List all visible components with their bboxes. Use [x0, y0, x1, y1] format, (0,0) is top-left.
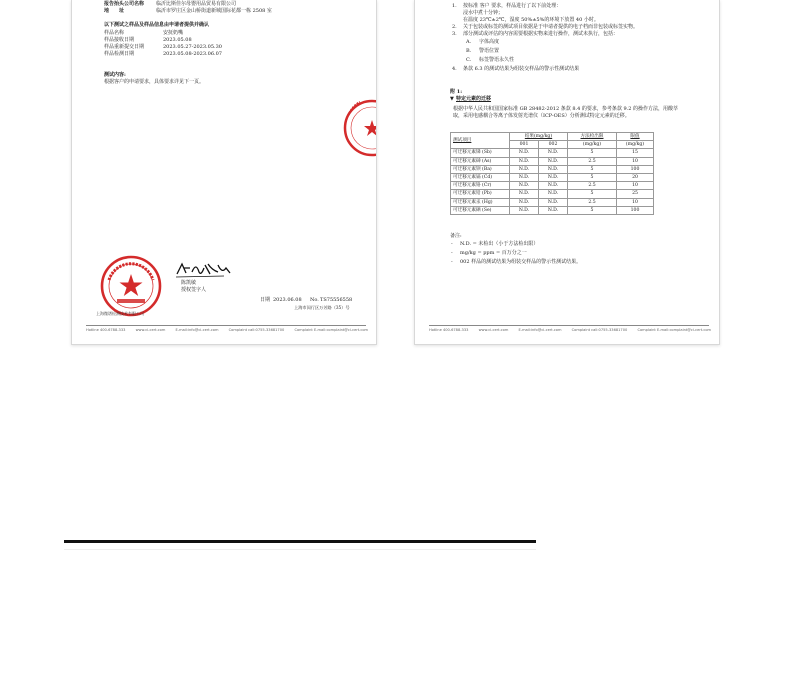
- cell-mdl: 2.5: [568, 157, 617, 165]
- note-item: N.D. = 未检出（小于方法检出限）: [460, 241, 539, 247]
- footer-complaint-call: Complaint call:0755-33681700: [228, 328, 285, 332]
- partial-seal-stamp: [342, 98, 376, 158]
- report-date-value: 2023.06.08: [273, 297, 302, 303]
- cell-mdl: 5: [568, 173, 617, 181]
- cell-mdl: 2.5: [568, 198, 617, 206]
- cell-item: 可迁移元素锑 (Sb): [451, 149, 510, 157]
- note-bullet: -: [451, 259, 453, 265]
- signer-title: 授权签字人: [181, 287, 207, 293]
- cond-text: 警语位置: [479, 48, 500, 54]
- cell-mdl: 2.5: [568, 182, 617, 190]
- note-bullet: -: [451, 241, 453, 247]
- header-limit: 限值: [630, 134, 640, 140]
- cell-result-2: N.D.: [539, 165, 568, 173]
- footer-website: www.ci-cert.com: [478, 328, 509, 332]
- cond-text: 在温度 23℃±2℃，湿度 50%±5%的环境下放置 40 小时。: [463, 17, 599, 23]
- report-page-left: [71, 0, 377, 345]
- cell-limit: 10: [617, 157, 654, 165]
- cond-num: 4.: [452, 66, 457, 72]
- cell-result-2: N.D.: [539, 149, 568, 157]
- cell-limit: 10: [617, 198, 654, 206]
- cell-item: 可迁移元素铬 (Cr): [451, 182, 510, 190]
- cond-num: 1.: [452, 3, 457, 9]
- address-label: 地 址: [104, 8, 125, 14]
- cell-result-2: N.D.: [539, 198, 568, 206]
- cell-mdl: 5: [568, 206, 617, 214]
- cond-text: 关于包装或标签的测试项目依据是于申请者提供的电子档而非包装或标签实物。: [463, 24, 639, 30]
- sample-info-value: 2023.05.08-2023.06.07: [163, 51, 222, 57]
- cond-num: 2.: [452, 24, 457, 30]
- header-sample-1: 001: [510, 141, 539, 149]
- cond-num: B.: [466, 48, 472, 54]
- footer-website: www.ci-cert.com: [135, 328, 166, 332]
- section-title: 特定元素的迁移: [456, 96, 492, 102]
- cell-result-2: N.D.: [539, 206, 568, 214]
- table-row: [451, 165, 654, 173]
- cond-text: 按标准 客户 要求，样品进行了以下前处理：: [463, 3, 562, 9]
- header-limit-unit: (mg/kg): [617, 141, 654, 149]
- header-mdl: 方法检出限: [580, 134, 604, 140]
- cell-limit: 20: [617, 173, 654, 181]
- cell-limit: 15: [617, 149, 654, 157]
- test-content-heading: 测试内容:: [104, 72, 126, 78]
- cond-text: 标签警语永久性: [479, 57, 515, 63]
- cell-limit: 100: [617, 165, 654, 173]
- signer-name: 陈凯敏: [181, 280, 197, 286]
- cell-mdl: 5: [568, 165, 617, 173]
- cell-result-1: N.D.: [510, 173, 539, 181]
- cond-text: 条款 6.3 的测试结果为组装交样品的警示性测试结果: [463, 66, 580, 72]
- note-item: 002 样品的测试结果为组装交样品的警示性测试结果。: [460, 259, 582, 265]
- handwritten-signature: [174, 260, 234, 280]
- cell-result-1: N.D.: [510, 149, 539, 157]
- table-row: [451, 173, 654, 181]
- divider-shadow: [64, 549, 536, 550]
- table-row: [451, 182, 654, 190]
- report-date-label: 日期: [260, 297, 271, 303]
- cell-item: 可迁移元素钡 (Ba): [451, 165, 510, 173]
- cell-item: 可迁移元素砷 (As): [451, 157, 510, 165]
- table-row: [451, 206, 654, 214]
- header-mdl-unit: (mg/kg): [568, 141, 617, 149]
- cell-result-1: N.D.: [510, 165, 539, 173]
- appendix-label: 附 1:: [450, 89, 463, 95]
- cell-result-1: N.D.: [510, 190, 539, 198]
- footer-email: E-mail:info@ci-cert.com: [175, 328, 219, 332]
- notes-label: 备注:: [450, 233, 462, 239]
- footer-hotline: Hotline 400-6788-333: [429, 328, 469, 332]
- report-no-value: TS75556558: [320, 297, 353, 303]
- table-row: [451, 198, 654, 206]
- table-row: [451, 149, 654, 157]
- company-seal-stamp: [99, 254, 163, 318]
- report-no-label: No.: [310, 297, 319, 303]
- confirm-heading: 以下测试之样品及样品信息由申请者提供并确认: [104, 22, 210, 28]
- cell-result-2: N.D.: [539, 182, 568, 190]
- sample-info-value: 安抚奶嘴: [163, 30, 184, 36]
- report-page-right: [414, 0, 720, 345]
- cell-result-1: N.D.: [510, 182, 539, 190]
- cond-num: A.: [466, 39, 472, 45]
- cell-result-2: N.D.: [539, 190, 568, 198]
- cond-num: 3.: [452, 31, 457, 37]
- results-table: [450, 132, 654, 215]
- cell-result-2: N.D.: [539, 157, 568, 165]
- cell-item: 可迁移元素硒 (Se): [451, 206, 510, 214]
- cell-result-1: N.D.: [510, 198, 539, 206]
- cond-num: C.: [466, 57, 472, 63]
- page-footer: [86, 325, 369, 335]
- table-row: [451, 190, 654, 198]
- cell-limit: 25: [617, 190, 654, 198]
- cond-text: 浸水中煮十分钟；: [463, 10, 504, 16]
- header-result: 结果(mg/kg): [524, 134, 553, 140]
- note-bullet: -: [451, 250, 453, 256]
- section-marker: ▼: [450, 96, 454, 102]
- sample-info-value: 2023.05.27-2023.05.30: [163, 44, 222, 50]
- footer-complaint-email: Complaint E-mail:complaint@ci-cert.com: [294, 328, 369, 332]
- cell-result-1: N.D.: [510, 206, 539, 214]
- sample-info-label: 样品接收日期: [104, 37, 135, 43]
- cell-limit: 100: [617, 206, 654, 214]
- cell-limit: 10: [617, 182, 654, 190]
- sample-info-label: 样品名称: [104, 30, 125, 36]
- cell-item: 可迁移元素镉 (Cd): [451, 173, 510, 181]
- table-row: [451, 157, 654, 165]
- page-footer: [429, 325, 712, 335]
- address-value: 临沂市罗庄区金山桥街道新城国际花都一栋 2508 室: [156, 8, 272, 14]
- applicant-value: 临沂比斯佳尔母婴用品贸易有限公司: [156, 1, 237, 7]
- cell-item: 可迁移元素铅 (Pb): [451, 190, 510, 198]
- table-header-row: [451, 133, 654, 141]
- cell-result-1: N.D.: [510, 157, 539, 165]
- footer-complaint-call: Complaint call:0755-33681700: [571, 328, 628, 332]
- cell-item: 可迁移元素汞 (Hg): [451, 198, 510, 206]
- divider-bar: [64, 540, 536, 543]
- sample-info-value: 2023.05.08: [163, 37, 192, 43]
- cell-mdl: 5: [568, 149, 617, 157]
- header-item: 测试项目: [453, 138, 472, 144]
- sample-info-label: 样品重新提交日期: [104, 44, 145, 50]
- section-desc-line: 取，采用电感耦合等离子体发射光谱仪（ICP-OES）分析测试特定元素的迁移。: [453, 113, 630, 119]
- sample-info-label: 样品检测日期: [104, 51, 135, 57]
- test-content-text: 根据客户的申请要求，具体要求详见下一页。: [104, 79, 205, 85]
- applicant-label: 报告抬头公司名称: [104, 1, 145, 7]
- seal-caption: 上海微谱检测技术有限公司: [96, 311, 144, 316]
- header-sample-2: 002: [539, 141, 568, 149]
- footer-hotline: Hotline 400-6788-333: [86, 328, 126, 332]
- footer-complaint-email: Complaint E-mail:complaint@ci-cert.com: [637, 328, 712, 332]
- cond-text: 部分测试或评估的内容需要根据实物来进行操作，测试未执行，包括：: [463, 31, 619, 37]
- cell-mdl: 5: [568, 190, 617, 198]
- cond-text: 字体高度: [479, 39, 500, 45]
- cell-result-2: N.D.: [539, 173, 568, 181]
- note-item: mg/kg = ppm = 百万分之一: [460, 250, 527, 256]
- address-note: 上海市闵行区万芳路（35）号: [294, 305, 350, 310]
- footer-email: E-mail:info@ci-cert.com: [518, 328, 562, 332]
- section-desc-line: 根据中华人民共和国国家标准 GB 28482-2012 条款 8.4 的要求，参考条款 9.2 的操作方法，用酸萃: [453, 106, 679, 112]
